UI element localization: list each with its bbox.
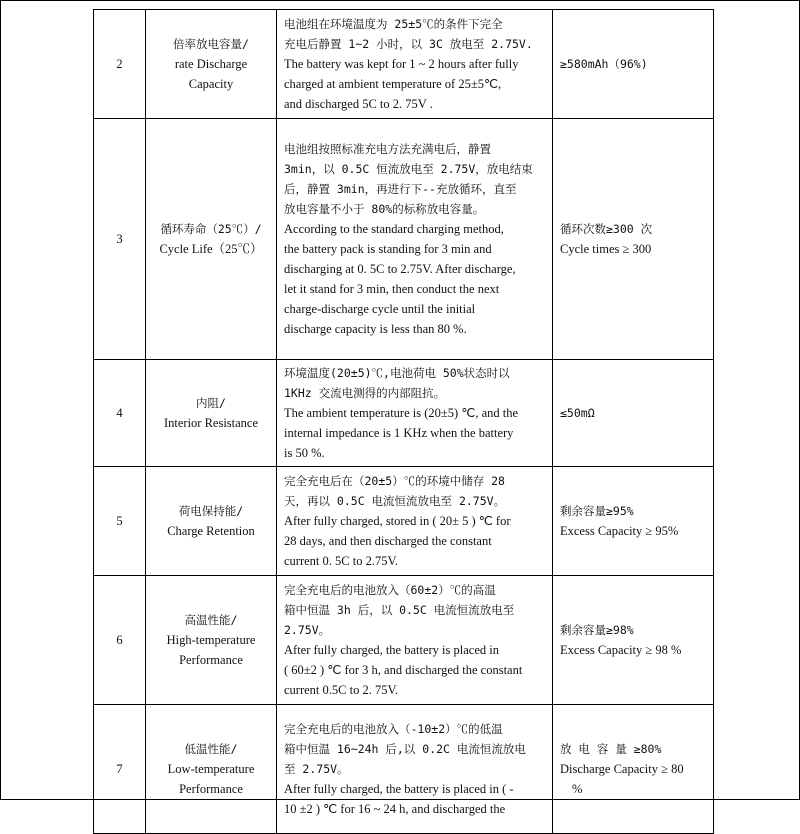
standard-value — [553, 705, 714, 834]
test-item-zh: 低温性能/ — [184, 742, 238, 756]
table-row — [94, 119, 714, 360]
test-condition — [277, 10, 553, 119]
condition-zh-line: 环境温度(20±5)℃,电池荷电 50%状态时以 — [284, 366, 510, 380]
condition-en-line: charged at ambient temperature of 25±5℃, — [284, 77, 502, 91]
condition-en-line: According to the standard charging method, — [284, 222, 504, 236]
condition-zh-line: 完全充电后的电池放入（60±2）℃的高温 — [284, 583, 496, 597]
test-item-en: rate Discharge — [174, 57, 248, 71]
row-number: 4 — [94, 360, 146, 467]
condition-zh-line: 完全充电后的电池放入（-10±2）℃的低温 — [284, 722, 503, 736]
test-item-en: Charge Retention — [167, 524, 255, 538]
test-item-zh: 荷电保持能/ — [178, 504, 244, 518]
condition-en-line: ( 60±2 ) ℃ for 3 h, and discharged the constant — [284, 663, 523, 677]
condition-zh-line: 电池组按照标准充电方法充满电后，静置 — [284, 142, 491, 156]
table-row — [94, 576, 714, 705]
condition-en-line: discharging at 0. 5C to 2.75V. After discharge, — [284, 262, 516, 276]
condition-en-line: After fully charged, stored in ( 20± 5 ) ℃ for — [284, 514, 511, 528]
condition-en-line: The battery was kept for 1 ~ 2 hours after fully — [284, 57, 519, 71]
test-condition — [277, 467, 553, 576]
condition-en-line: and discharged 5C to 2. 75V . — [284, 97, 433, 111]
condition-en-line: is 50 %. — [284, 446, 325, 460]
test-item — [146, 10, 277, 119]
test-item — [146, 360, 277, 467]
condition-en-line: let it stand for 3 min, then conduct the next — [284, 282, 500, 296]
standard-value — [553, 467, 714, 576]
test-item — [146, 467, 277, 576]
test-item-zh: 循环寿命（25℃）/ — [160, 222, 262, 236]
condition-en-line: After fully charged, the battery is placed in ( - — [284, 782, 514, 796]
standard-line: Excess Capacity ≥ 95% — [560, 524, 679, 538]
condition-en-line: After fully charged, the battery is placed in — [284, 643, 499, 657]
standard-line: Discharge Capacity ≥ 80 — [560, 762, 684, 776]
table-row — [94, 10, 714, 119]
table-row — [94, 360, 714, 467]
condition-en-line: 10 ±2 ) ℃ for 16 ~ 24 h, and discharged the — [284, 802, 506, 816]
standard-value — [553, 10, 714, 119]
condition-zh-line: 后，静置 3min，再进行下--充放循环，直至 — [284, 182, 517, 196]
test-item-zh: 内阻/ — [196, 396, 226, 410]
row-number: 2 — [94, 10, 146, 119]
standard-line: Cycle times ≥ 300 — [560, 242, 652, 256]
row-number: 5 — [94, 467, 146, 576]
table-row — [94, 705, 714, 834]
condition-zh-line: 1KHz 交流电测得的内部阻抗。 — [284, 386, 446, 400]
standard-line: Excess Capacity ≥ 98 % — [560, 643, 682, 657]
condition-zh-line: 放电容量不小于 80%的标称放电容量。 — [284, 202, 485, 216]
test-item-zh: 倍率放电容量/ — [173, 37, 249, 51]
standard-line: % — [572, 782, 583, 796]
condition-zh-line: 电池组在环境温度为 25±5℃的条件下完全 — [284, 17, 503, 31]
standard-value — [553, 576, 714, 705]
test-item-en: Low-temperature — [167, 762, 255, 776]
condition-en-line: the battery pack is standing for 3 min and — [284, 242, 492, 256]
condition-zh-line: 箱中恒温 16~24h 后,以 0.2C 电流恒流放电 — [284, 742, 526, 756]
test-item — [146, 119, 277, 360]
standard-value — [553, 119, 714, 360]
table-row — [94, 467, 714, 576]
condition-en-line: internal impedance is 1 KHz when the battery — [284, 426, 514, 440]
standard-value — [553, 360, 714, 467]
standard-line: ≥580mAh（96%) — [560, 57, 648, 71]
condition-en-line: 28 days, and then discharged the constant — [284, 534, 492, 548]
test-item — [146, 705, 277, 834]
battery-spec-table — [93, 9, 714, 834]
condition-zh-line: 完全充电后在（20±5）℃的环境中储存 28 — [284, 474, 505, 488]
condition-en-line: charge-discharge cycle until the initial — [284, 302, 476, 316]
condition-en-line: The ambient temperature is (20±5) ℃, and the — [284, 406, 519, 420]
standard-line: 放 电 容 量 ≥80% — [560, 742, 662, 756]
test-item-zh: 高温性能/ — [184, 613, 238, 627]
test-item-en: Cycle Life（25℃） — [159, 242, 263, 256]
test-condition — [277, 360, 553, 467]
test-item-en: Performance — [179, 782, 243, 796]
condition-zh-line: 天，再以 0.5C 电流恒流放电至 2.75V。 — [284, 494, 506, 508]
condition-zh-line: 3min，以 0.5C 恒流放电至 2.75V，放电结束 — [284, 162, 533, 176]
standard-line: 循环次数≥300 次 — [560, 222, 653, 236]
standard-line: 剩余容量≥98% — [560, 623, 634, 637]
test-item-en: Performance — [179, 653, 243, 667]
row-number: 7 — [94, 705, 146, 834]
condition-zh-line: 充电后静置 1~2 小时，以 3C 放电至 2.75V. — [284, 37, 533, 51]
condition-zh-line: 2.75V。 — [284, 623, 331, 637]
row-number: 6 — [94, 576, 146, 705]
condition-en-line: discharge capacity is less than 80 %. — [284, 322, 467, 336]
test-item-en: Interior Resistance — [163, 416, 259, 430]
standard-line: ≤50mΩ — [560, 406, 595, 420]
row-number: 3 — [94, 119, 146, 360]
spec-table-body — [94, 10, 714, 834]
test-item-en: Capacity — [188, 77, 234, 91]
test-item-en: High-temperature — [166, 633, 256, 647]
condition-en-line: current 0. 5C to 2.75V. — [284, 554, 398, 568]
test-condition — [277, 576, 553, 705]
condition-zh-line: 至 2.75V。 — [284, 762, 349, 776]
condition-en-line: current 0.5C to 2. 75V. — [284, 683, 398, 697]
test-condition — [277, 705, 553, 834]
test-item — [146, 576, 277, 705]
condition-zh-line: 箱中恒温 3h 后，以 0.5C 电流恒流放电至 — [284, 603, 515, 617]
standard-line: 剩余容量≥95% — [560, 504, 634, 518]
test-condition — [277, 119, 553, 360]
